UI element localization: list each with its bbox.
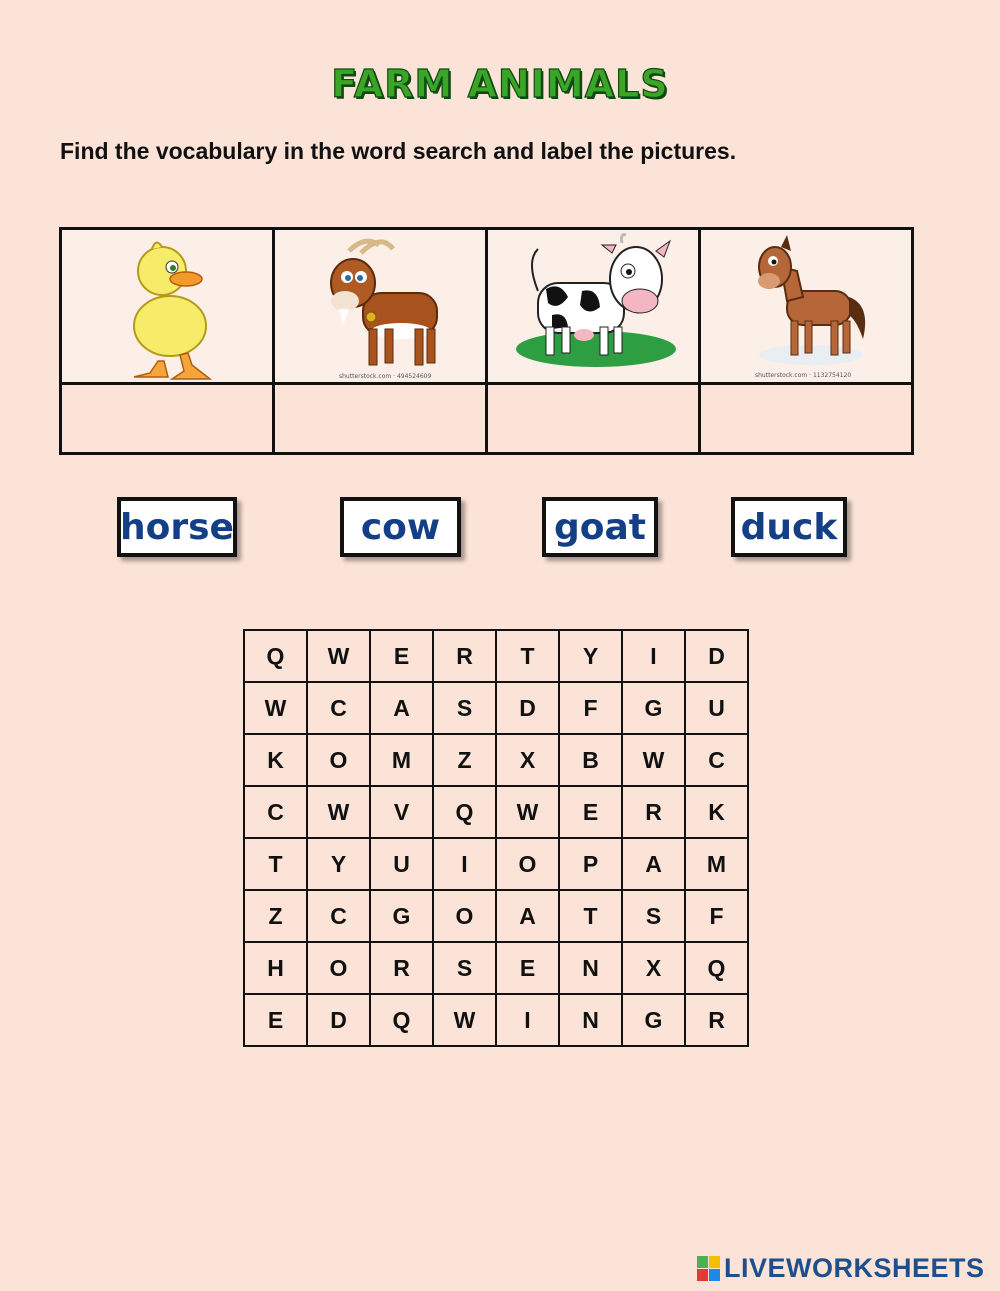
grid-cell[interactable]: H [244, 942, 307, 994]
label-box-duck[interactable] [61, 384, 274, 454]
cow-icon [508, 231, 678, 381]
grid-cell[interactable]: C [685, 734, 748, 786]
grid-cell[interactable]: T [496, 630, 559, 682]
goat-icon [305, 231, 455, 381]
picture-cell-duck [61, 229, 274, 384]
grid-cell[interactable]: W [307, 630, 370, 682]
grid-cell[interactable]: N [559, 994, 622, 1046]
grid-cell[interactable]: V [370, 786, 433, 838]
grid-row [244, 994, 748, 1046]
word-card-cow[interactable]: cow [340, 497, 461, 557]
grid-cell[interactable]: E [559, 786, 622, 838]
grid-cell[interactable]: O [433, 890, 496, 942]
grid-cell[interactable]: D [496, 682, 559, 734]
word-card-horse[interactable]: horse [117, 497, 237, 557]
grid-cell[interactable]: O [496, 838, 559, 890]
word-card-duck[interactable]: duck [731, 497, 847, 557]
picture-cell-cow [487, 229, 700, 384]
horse-icon [731, 231, 881, 381]
grid-cell[interactable]: U [370, 838, 433, 890]
grid-cell[interactable]: G [622, 682, 685, 734]
grid-row [244, 838, 748, 890]
grid-cell[interactable]: M [685, 838, 748, 890]
grid-cell[interactable]: A [370, 682, 433, 734]
grid-cell[interactable]: Q [685, 942, 748, 994]
grid-cell[interactable]: B [559, 734, 622, 786]
grid-row [244, 786, 748, 838]
grid-cell[interactable]: E [496, 942, 559, 994]
grid-cell[interactable]: A [496, 890, 559, 942]
brand-footer [697, 1253, 985, 1284]
grid-cell[interactable]: Z [433, 734, 496, 786]
grid-cell[interactable]: A [622, 838, 685, 890]
grid-cell[interactable]: F [685, 890, 748, 942]
instructions-text: Find the vocabulary in the word search and label the pictures. [60, 138, 737, 164]
grid-cell[interactable]: W [307, 786, 370, 838]
label-box-cow[interactable] [487, 384, 700, 454]
grid-cell[interactable]: I [496, 994, 559, 1046]
label-box-goat[interactable] [274, 384, 487, 454]
grid-cell[interactable]: X [496, 734, 559, 786]
grid-cell[interactable]: T [559, 890, 622, 942]
grid-cell[interactable]: Y [307, 838, 370, 890]
duck-icon [112, 231, 222, 381]
grid-row [244, 682, 748, 734]
grid-cell[interactable]: F [559, 682, 622, 734]
grid-cell[interactable]: X [622, 942, 685, 994]
grid-cell[interactable]: Y [559, 630, 622, 682]
grid-cell[interactable]: U [685, 682, 748, 734]
grid-row [244, 890, 748, 942]
grid-cell[interactable]: Z [244, 890, 307, 942]
grid-cell[interactable]: M [370, 734, 433, 786]
grid-cell[interactable]: I [433, 838, 496, 890]
grid-cell[interactable]: W [496, 786, 559, 838]
grid-cell[interactable]: N [559, 942, 622, 994]
picture-cell-horse [700, 229, 913, 384]
horse-watermark: shutterstock.com · 1132754120 [755, 372, 852, 380]
grid-cell[interactable]: G [370, 890, 433, 942]
grid-cell[interactable]: S [622, 890, 685, 942]
grid-cell[interactable]: R [370, 942, 433, 994]
word-card-goat[interactable]: goat [542, 497, 658, 557]
grid-cell[interactable]: Q [433, 786, 496, 838]
grid-cell[interactable]: K [685, 786, 748, 838]
grid-cell[interactable]: O [307, 942, 370, 994]
grid-cell[interactable]: P [559, 838, 622, 890]
grid-cell[interactable]: E [244, 994, 307, 1046]
grid-cell[interactable]: R [685, 994, 748, 1046]
picture-cell-goat [274, 229, 487, 384]
grid-cell[interactable]: W [433, 994, 496, 1046]
word-search-grid [243, 629, 749, 1047]
grid-cell[interactable]: Q [370, 994, 433, 1046]
grid-cell[interactable]: R [433, 630, 496, 682]
grid-cell[interactable]: C [244, 786, 307, 838]
grid-cell[interactable]: E [370, 630, 433, 682]
brand-name: LIVEWORKSHEETS [724, 1253, 985, 1283]
grid-cell[interactable]: T [244, 838, 307, 890]
grid-cell[interactable]: D [685, 630, 748, 682]
grid-cell[interactable]: C [307, 682, 370, 734]
worksheet-title: FARM ANIMALS [331, 62, 669, 106]
grid-cell[interactable]: S [433, 942, 496, 994]
grid-row [244, 942, 748, 994]
grid-cell[interactable]: C [307, 890, 370, 942]
label-box-horse[interactable] [700, 384, 913, 454]
grid-cell[interactable]: S [433, 682, 496, 734]
grid-cell[interactable]: D [307, 994, 370, 1046]
grid-row [244, 630, 748, 682]
grid-cell[interactable]: O [307, 734, 370, 786]
goat-watermark: shutterstock.com · 494524609 [339, 373, 432, 381]
grid-cell[interactable]: Q [244, 630, 307, 682]
picture-table [59, 227, 914, 455]
grid-cell[interactable]: K [244, 734, 307, 786]
brand-logo-icon [697, 1256, 720, 1281]
grid-cell[interactable]: I [622, 630, 685, 682]
grid-cell[interactable]: G [622, 994, 685, 1046]
grid-cell[interactable]: W [622, 734, 685, 786]
grid-row [244, 734, 748, 786]
grid-cell[interactable]: R [622, 786, 685, 838]
grid-cell[interactable]: W [244, 682, 307, 734]
